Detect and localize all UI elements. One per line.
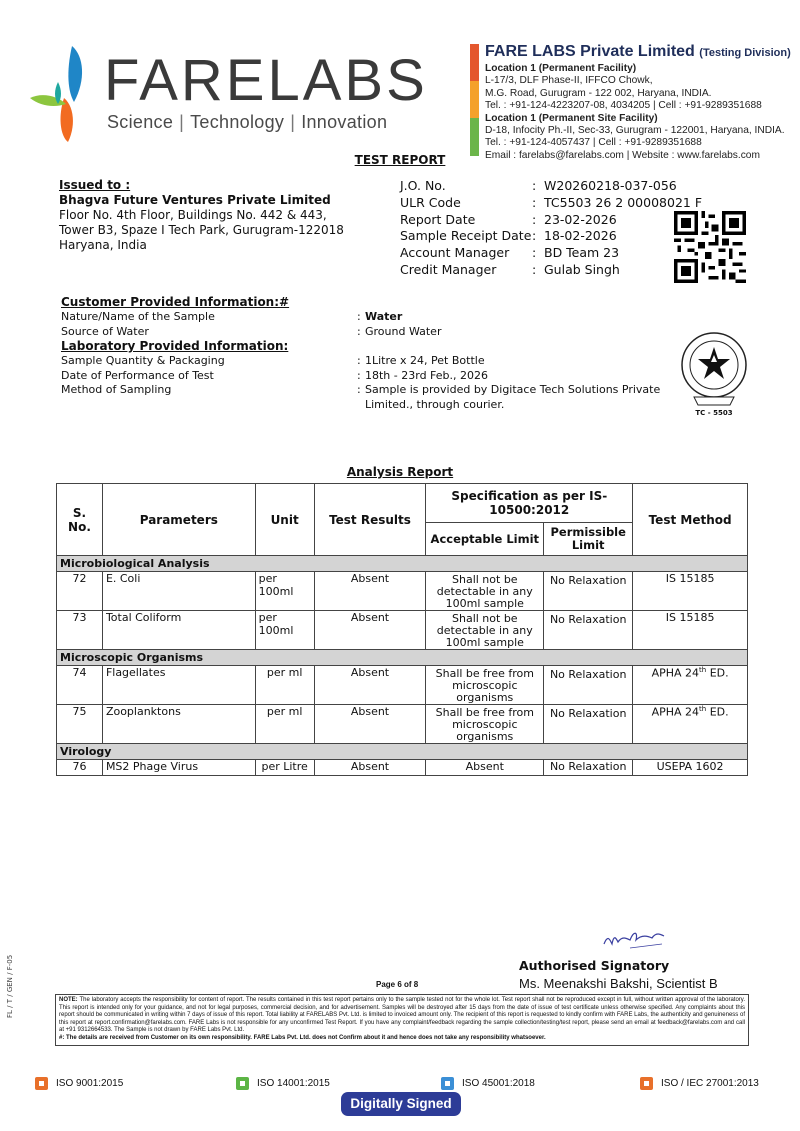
performance-date: 18th - 23rd Feb., 2026: [365, 368, 489, 382]
analysis-title: Analysis Report: [346, 465, 454, 479]
header-parameters: Parameters: [102, 484, 255, 556]
table-row: [57, 611, 748, 650]
sample-information: [61, 295, 691, 412]
cell-result: Absent: [314, 760, 426, 776]
cell-permissible: No Relaxation: [544, 666, 633, 705]
section-microscopic: Microscopic Organisms: [57, 650, 748, 666]
customer-address-line: Haryana, India: [59, 238, 147, 252]
lab-address-block: [485, 42, 791, 162]
location1-phone: Tel. : +91-124-4223207-08, 4034205 | Cell : +91-9289351688: [485, 100, 762, 112]
table-row: [57, 760, 748, 776]
issued-to-heading: Issued to :: [59, 178, 131, 192]
cell-acceptable: Shall be free from microscopic organisms: [426, 666, 544, 705]
cell-unit: per ml: [255, 666, 314, 705]
credit-manager: Gulab Singh: [544, 261, 620, 277]
location2-address: D-18, Infocity Ph.-II, Sec-33, Gurugram - 122001, Haryana, INDIA.: [485, 125, 785, 137]
location1-address-line1: L-17/3, DLF Phase-II, IFFCO Chowk,: [485, 75, 653, 87]
cell-acceptable: Shall be free from microscopic organisms: [426, 705, 544, 744]
cell-result: Absent: [314, 572, 426, 611]
location1-title: Location 1 (Permanent Facility): [485, 63, 637, 74]
customer-address-line: Floor No. 4th Floor, Buildings No. 442 & 443,: [59, 208, 327, 222]
section-row: [57, 744, 748, 760]
cell-result: Absent: [314, 705, 426, 744]
jo-number: W20260218-037-056: [544, 178, 677, 193]
header-test-method: Test Method: [633, 484, 748, 556]
receipt-date: 18-02-2026: [544, 228, 617, 244]
cell-permissible: No Relaxation: [544, 572, 633, 611]
cell-acceptable: Absent: [426, 760, 544, 776]
cell-sno: 76: [57, 760, 103, 776]
tagline-technology: Technology: [190, 112, 285, 132]
lab-info-heading: Laboratory Provided Information:: [61, 339, 289, 353]
cell-parameter: Zooplanktons: [102, 705, 255, 744]
cell-method: IS 15185: [633, 611, 748, 650]
iso-14001-icon: [236, 1077, 249, 1090]
cell-parameter: Total Coliform: [102, 611, 255, 650]
meta-row-ulr: ULR Code : TC5503 26 2 00008021 F: [400, 194, 703, 210]
header-test-results: Test Results: [314, 484, 426, 556]
logo-wordmark: FARELABS: [104, 48, 428, 113]
sampling-method: Sample is provided by Digitace Tech Solutions Private Limited., through courier.: [365, 383, 661, 411]
accreditation-seal-icon: [680, 331, 748, 409]
report-date: 23-02-2026: [544, 211, 617, 227]
cell-acceptable: Shall not be detectable in any 100ml sample: [426, 611, 544, 650]
cell-unit: per ml: [255, 705, 314, 744]
iso-badge: ISO 14001:2015: [236, 1077, 330, 1090]
header-permissible-limit: Permissible Limit: [544, 523, 633, 556]
analysis-table: [56, 483, 748, 776]
cell-permissible: No Relaxation: [544, 760, 633, 776]
authorised-signatory-title: Authorised Signatory: [519, 958, 670, 973]
note-text: The laboratory accepts the responsibility for content of report. The results contained in this test report pertains only to the sample tested not for the whole lot. Test report shall not be reproduced except in full, without written approval of the laboratory. This report is intended only for your guidance, and not for legal purposes, commercial decision, and for advertisement. Samples will be destroyed after 15 days from the date of issue of test certificate unless otherwise specified. Any complaints about this report should be communicated in writing within 7 days of issue of this report. Total liability at FARELABS Pvt. Ltd. is limited to invoiced amount only. The recipient of this report is requested to kindly confirm with FARE Labs, the authenticity and genuineness of this report at report.confirmation@farelabs.com. FARE Labs is not responsible for any unconfirmed Test Report. If you have any complaint/feedback regarding the sample collection/testing/test report, please send an email at feedback@farelabs.com and call at +91 9312664533. The Sample is not drawn by FARE Labs Pvt. Ltd.: [59, 997, 746, 1034]
meta-row-receipt-date: Sample Receipt Date : 18-02-2026: [400, 228, 617, 244]
farelabs-logo-mark: [28, 42, 108, 152]
lab-color-bar: [470, 44, 479, 156]
cell-acceptable: Shall not be detectable in any 100ml sample: [426, 572, 544, 611]
disclaimer-note: [55, 994, 749, 1046]
issued-to-block: [59, 178, 344, 253]
header-sno: S. No.: [57, 484, 103, 556]
cell-permissible: No Relaxation: [544, 611, 633, 650]
cell-parameter: MS2 Phage Virus: [102, 760, 255, 776]
meta-row-credit-manager: Credit Manager : Gulab Singh: [400, 261, 620, 277]
iso-badge: ISO / IEC 27001:2013: [640, 1077, 759, 1090]
section-row: [57, 650, 748, 666]
iso-badge: ISO 9001:2015: [35, 1077, 123, 1090]
form-code: FL / T / GEN / F-05: [6, 954, 14, 1018]
tagline-science: Science: [107, 112, 174, 132]
cell-result: Absent: [314, 666, 426, 705]
section-virology: Virology: [57, 744, 748, 760]
report-meta: [400, 178, 702, 279]
section-row: [57, 556, 748, 572]
cell-method: USEPA 1602: [633, 760, 748, 776]
meta-row-report-date: Report Date : 23-02-2026: [400, 211, 617, 227]
cell-parameter: E. Coli: [102, 572, 255, 611]
logo-tagline: Science | Technology | Innovation: [107, 112, 388, 132]
header-unit: Unit: [255, 484, 314, 556]
cell-unit: per 100ml: [255, 611, 314, 650]
note-footer: #: The details are received from Customer on its own responsibility. FARE Labs Pvt. Ltd. does not Confirm about it and hence does not take any responsibility whatsoever.: [59, 1034, 546, 1041]
lab-contact: Email : farelabs@farelabs.com | Website : www.farelabs.com: [485, 149, 760, 161]
location2-title: Location 1 (Permanent Site Facility): [485, 112, 658, 124]
cell-sno: 72: [57, 572, 103, 611]
accreditation-seal: [680, 331, 748, 421]
cell-unit: per Litre: [255, 760, 314, 776]
table-row: [57, 705, 748, 744]
signatory-name: Ms. Meenakshi Bakshi, Scientist B: [519, 976, 718, 991]
cell-permissible: No Relaxation: [544, 705, 633, 744]
sample-quantity: 1Litre x 24, Pet Bottle: [365, 354, 485, 367]
meta-row-account-manager: Account Manager : BD Team 23: [400, 245, 620, 261]
iso-9001-icon: [35, 1077, 48, 1090]
header-acceptable-limit: Acceptable Limit: [426, 523, 544, 556]
cell-method: IS 15185: [633, 572, 748, 611]
iso-45001-icon: [441, 1077, 454, 1090]
cell-method: APHA 24th ED.: [633, 666, 748, 705]
meta-row-jo: J.O. No. : W20260218-037-056: [400, 178, 677, 193]
seal-code: TC - 5503: [695, 409, 733, 417]
lab-division: (Testing Division): [699, 47, 791, 59]
iso-27001-icon: [640, 1077, 653, 1090]
iso-badge: ISO 45001:2018: [441, 1077, 535, 1090]
table-row: [57, 572, 748, 611]
info-row-sampling-method: Method of Sampling : Sample is provided by Digitace Tech Solutions Private Limited., through courier.: [61, 383, 691, 412]
cell-sno: 74: [57, 666, 103, 705]
customer-name: Bhagva Future Ventures Private Limited: [59, 193, 331, 207]
sample-name: Water: [365, 310, 403, 323]
location1-address-line2: M.G. Road, Gurugram - 122 002, Haryana, INDIA.: [485, 87, 712, 99]
header-specification: Specification as per IS-10500:2012: [426, 484, 633, 523]
info-row-sample-name: Nature/Name of the Sample : Water: [61, 310, 691, 325]
table-row: [57, 666, 748, 705]
section-microbiological: Microbiological Analysis: [57, 556, 748, 572]
ulr-code: TC5503 26 2 00008021 F: [544, 194, 703, 210]
info-row-quantity: Sample Quantity & Packaging : 1Litre x 24, Pet Bottle: [61, 354, 691, 369]
tagline-innovation: Innovation: [301, 112, 388, 132]
info-row-performance-date: Date of Performance of Test : 18th - 23rd Feb., 2026: [61, 369, 691, 384]
signature-scribble: [600, 920, 670, 952]
water-source: Ground Water: [365, 324, 442, 338]
account-manager: BD Team 23: [544, 245, 620, 261]
cell-method: APHA 24th ED.: [633, 705, 748, 744]
lab-name: FARE LABS Private Limited (Testing Division): [485, 43, 791, 60]
cell-sno: 73: [57, 611, 103, 650]
customer-info-heading: Customer Provided Information:#: [61, 295, 290, 309]
location2-phone: Tel. : +91-124-4057437 | Cell : +91-9289351688: [485, 137, 702, 149]
cell-unit: per 100ml: [255, 572, 314, 611]
qr-code-icon[interactable]: [674, 211, 746, 283]
cell-parameter: Flagellates: [102, 666, 255, 705]
note-lead: NOTE:: [59, 997, 78, 1003]
cell-result: Absent: [314, 611, 426, 650]
report-title: TEST REPORT: [354, 153, 446, 167]
digitally-signed-button[interactable]: Digitally Signed: [341, 1092, 461, 1116]
page-number: Page 6 of 8: [376, 980, 419, 989]
info-row-source: Source of Water : Ground Water: [61, 325, 691, 340]
customer-address-line: Tower B3, Spaze I Tech Park, Gurugram-122018: [59, 223, 344, 237]
cell-sno: 75: [57, 705, 103, 744]
